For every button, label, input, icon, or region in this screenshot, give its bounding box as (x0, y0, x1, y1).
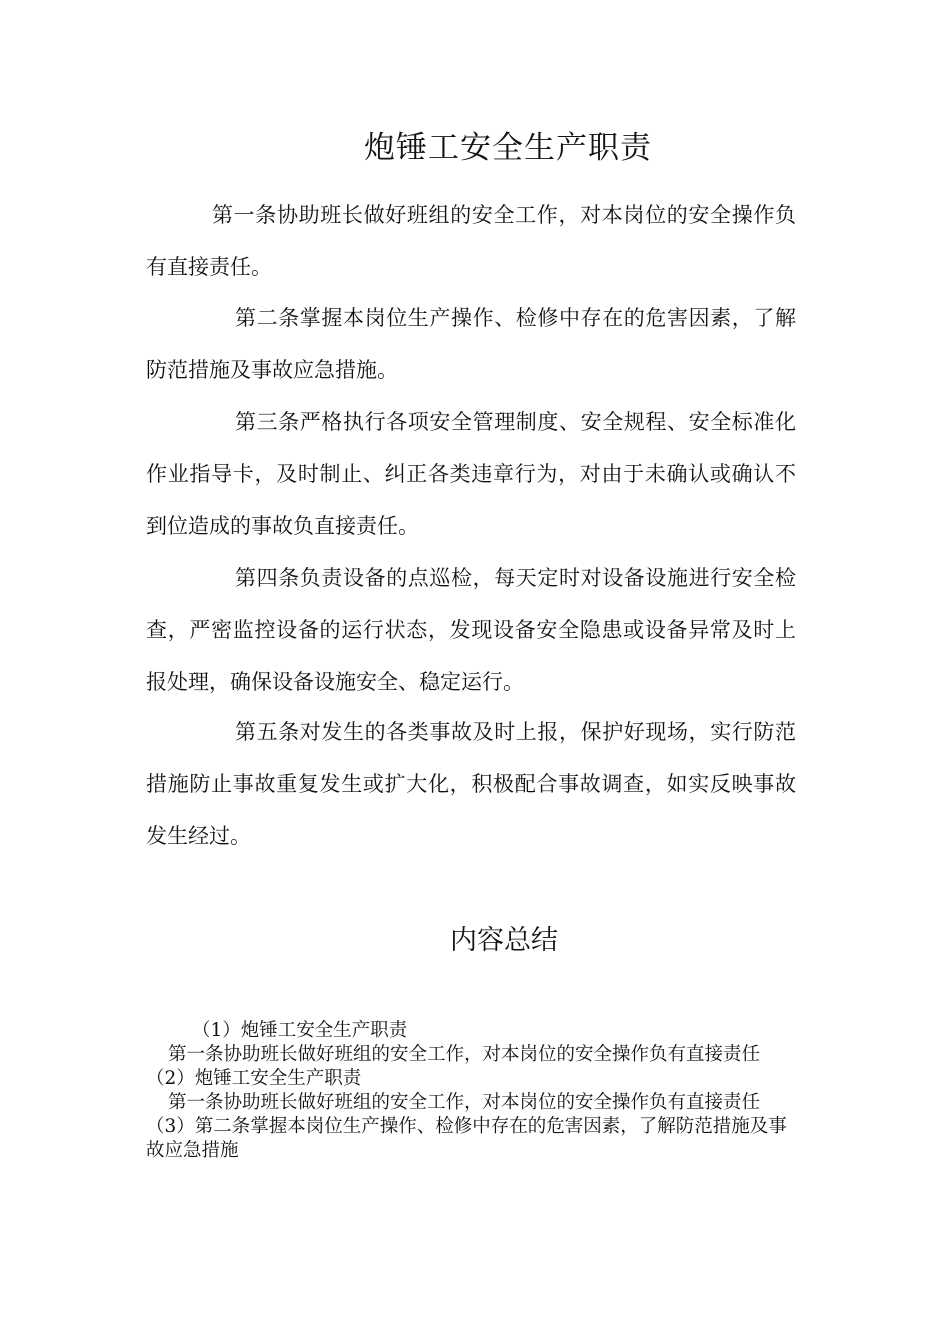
summary-title: 内容总结 (450, 925, 558, 956)
document-title: 炮锤工安全生产职责 (364, 130, 652, 166)
article-3: 第三条严格执行各项安全管理制度、安全规程、安全标准化作业指导卡，及时制止、纠正各类违章行为，对由于未确认或确认不到位造成的事故负直接责任。 (146, 410, 796, 538)
article-4: 第四条负责设备的点巡检，每天定时对设备设施进行安全检查，严密监控设备的运行状态，发现设备安全隐患或设备异常及时上报处理，确保设备设施安全、稳定运行。 (146, 566, 796, 694)
summary-item-1: （1）炮锤工安全生产职责 (192, 1020, 408, 1041)
summary-item-2: （2）炮锤工安全生产职责 (146, 1068, 362, 1089)
summary-item-1-body: 第一条协助班长做好班组的安全工作，对本岗位的安全操作负有直接责任 (168, 1044, 761, 1065)
article-5: 第五条对发生的各类事故及时上报，保护好现场，实行防范措施防止事故重复发生或扩大化，积极配合事故调查，如实反映事故发生经过。 (146, 720, 796, 848)
summary-item-3: （3）第二条掌握本岗位生产操作、检修中存在的危害因素，了解防范措施及事故应急措施 (146, 1116, 787, 1161)
article-2: 第二条掌握本岗位生产操作、检修中存在的危害因素，了解防范措施及事故应急措施。 (146, 306, 796, 382)
summary-list (146, 1019, 798, 1163)
summary-item-2-body: 第一条协助班长做好班组的安全工作，对本岗位的安全操作负有直接责任 (168, 1092, 761, 1113)
article-1: 第一条协助班长做好班组的安全工作，对本岗位的安全操作负有直接责任。 (146, 203, 796, 279)
